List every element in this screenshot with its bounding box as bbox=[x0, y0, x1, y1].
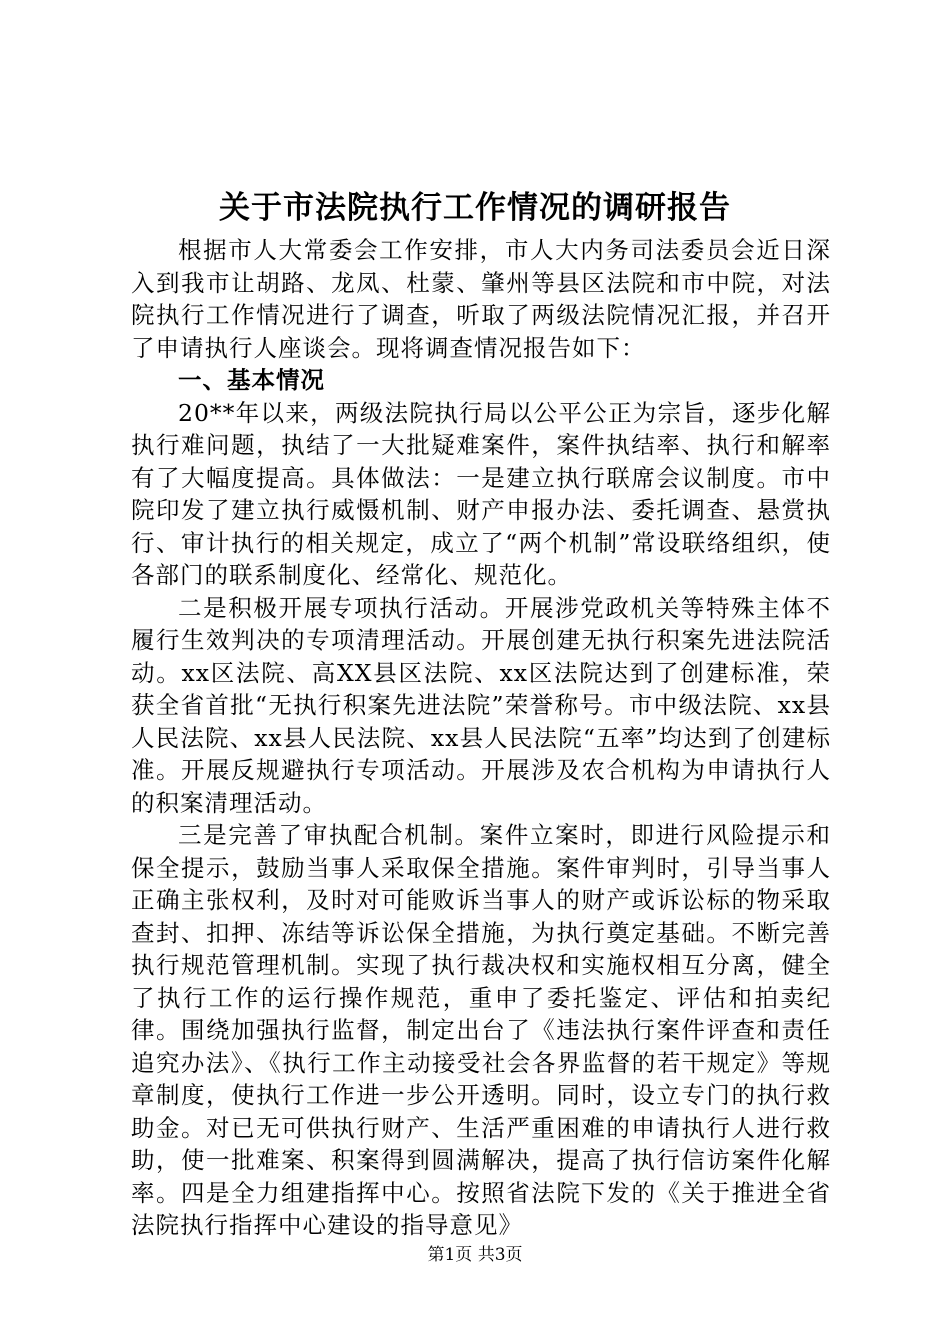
document-title: 关于市法院执行工作情况的调研报告 bbox=[219, 190, 731, 226]
page-footer: 第1页 共3页 bbox=[427, 1245, 523, 1265]
intro-paragraph: 根据市人大常委会工作安排，市人大内务司法委员会近日深入到我市让胡路、龙凤、杜蒙、肇州等县区法院和市中院，对法院执行工作情况进行了调查，听取了两级法院情况汇报，并召开了申请执行人座谈会。现将调查情况报告如下： bbox=[131, 236, 831, 362]
section-heading: 一、基本情况 bbox=[178, 366, 325, 394]
body-paragraph: 三是完善了审执配合机制。案件立案时，即进行风险提示和保全提示，鼓励当事人采取保全措施。案件审判时，引导当事人正确主张权利，及时对可能败诉当事人的财产或诉讼标的物采取查封、扣押、冻结等诉讼保全措施，为执行奠定基础。不断完善执行规范管理机制。实现了执行裁决权和实施权相互分离，健全了执行工作的运行操作规范，重申了委托鉴定、评估和拍卖纪律。围绕加强执行监督，制定出台了《违法执行案件评查和责任追究办法》、《执行工作主动接受社会各界监督的若干规定》等规章制度，使执行工作进一步公开透明。同时，设立专门的执行救助金。对已无可供执行财产、生活严重困难的申请执行人进行救助，使一批难案、积案得到圆满解决，提高了执行信访案件化解率。四是全力组建指挥中心。按照省法院下发的《关于推进全省法院执行指挥中心建设的指导意见》 bbox=[131, 821, 831, 1239]
body-paragraph: 二是积极开展专项执行活动。开展涉党政机关等特殊主体不履行生效判决的专项清理活动。开展创建无执行积案先进法院活动。xx区法院、高XX县区法院、xx区法院达到了创建标准，荣获全省首批“无执行积案先进法院”荣誉称号。市中级法院、xx县人民法院、xx县人民法院、xx县人民法院“五率”均达到了创建标准。开展反规避执行专项活动。开展涉及农合机构为申请执行人的积案清理活动。 bbox=[131, 593, 831, 817]
body-paragraph: 20**年以来，两级法院执行局以公平公正为宗旨，逐步化解执行难问题，执结了一大批疑难案件，案件执结率、执行和解率有了大幅度提高。具体做法：一是建立执行联席会议制度。市中院印发了建立执行威慑机制、财产申报办法、委托调查、悬赏执行、审计执行的相关规定，成立了“两个机制”常设联络组织，使各部门的联系制度化、经常化、规范化。 bbox=[131, 398, 831, 589]
document-body bbox=[131, 234, 831, 1242]
